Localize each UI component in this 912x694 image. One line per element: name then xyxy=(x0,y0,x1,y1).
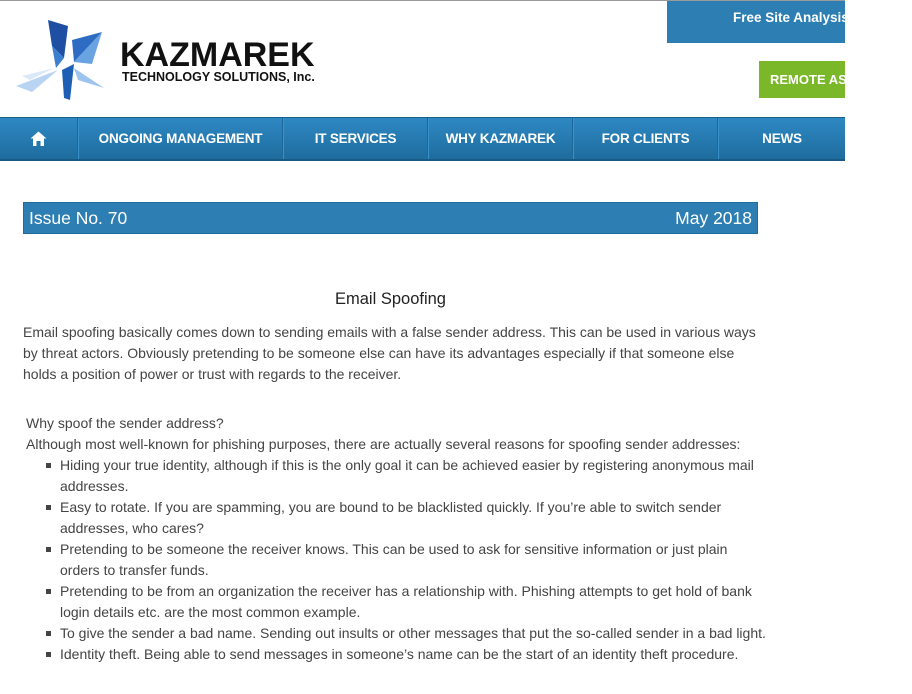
article-intro: Email spoofing basically comes down to sending emails with a false sender address. This can be used in various ways by threat actors. Obviously pretending to be someone else can have its advantages especially if that someone else holds a position of power or trust with regards to the receiver. xyxy=(23,324,756,382)
article-title: Email Spoofing xyxy=(335,290,446,308)
issue-number: Issue No. 70 xyxy=(29,207,128,228)
nav-for-clients[interactable]: FOR CLIENTS xyxy=(573,118,718,159)
list-item: Hiding your true identity, although if this is the only goal it can be achieved easier by registering anonymous mail addresses. xyxy=(60,455,770,497)
main-navigation xyxy=(0,117,845,161)
free-site-analysis-button[interactable]: Free Site Analysis xyxy=(667,1,845,43)
nav-home[interactable] xyxy=(0,118,78,159)
logo-name: KAZMAREK xyxy=(120,36,315,74)
reasons-list xyxy=(60,455,770,665)
remote-assistance-button[interactable]: REMOTE ASSISTANCE xyxy=(759,61,845,98)
why-section xyxy=(26,413,766,455)
nav-it-services[interactable]: IT SERVICES xyxy=(283,118,428,159)
why-heading: Why spoof the sender address? xyxy=(26,415,224,431)
list-item: Pretending to be someone the receiver knows. This can be used to ask for sensitive information or just plain orders to transfer funds. xyxy=(60,539,770,581)
list-item: To give the sender a bad name. Sending out insults or other messages that put the so-called sender in a bad light. xyxy=(60,623,770,644)
logo-subtitle: TECHNOLOGY SOLUTIONS, Inc. xyxy=(122,70,315,84)
kazmarek-logo[interactable] xyxy=(12,18,332,103)
nav-ongoing-management[interactable]: ONGOING MANAGEMENT xyxy=(78,118,283,159)
issue-date: May 2018 xyxy=(675,207,752,228)
nav-news[interactable]: NEWS xyxy=(718,118,845,159)
nav-why-kazmarek[interactable]: WHY KAZMAREK xyxy=(428,118,573,159)
list-item: Pretending to be from an organization the receiver has a relationship with. Phishing attempts to get hold of bank login details etc. are the most common example. xyxy=(60,581,770,623)
logo-mark-icon xyxy=(12,18,112,103)
why-text: Although most well-known for phishing purposes, there are actually several reasons for spoofing sender addresses: xyxy=(26,436,741,452)
list-item: Identity theft. Being able to send messages in someone’s name can be the start of an identity theft procedure. xyxy=(60,644,770,665)
issue-bar xyxy=(23,202,758,234)
home-icon xyxy=(30,131,47,147)
site-header xyxy=(0,0,912,117)
list-item: Easy to rotate. If you are spamming, you are bound to be blacklisted quickly. If you’re able to switch sender addresses, who cares? xyxy=(60,497,770,539)
